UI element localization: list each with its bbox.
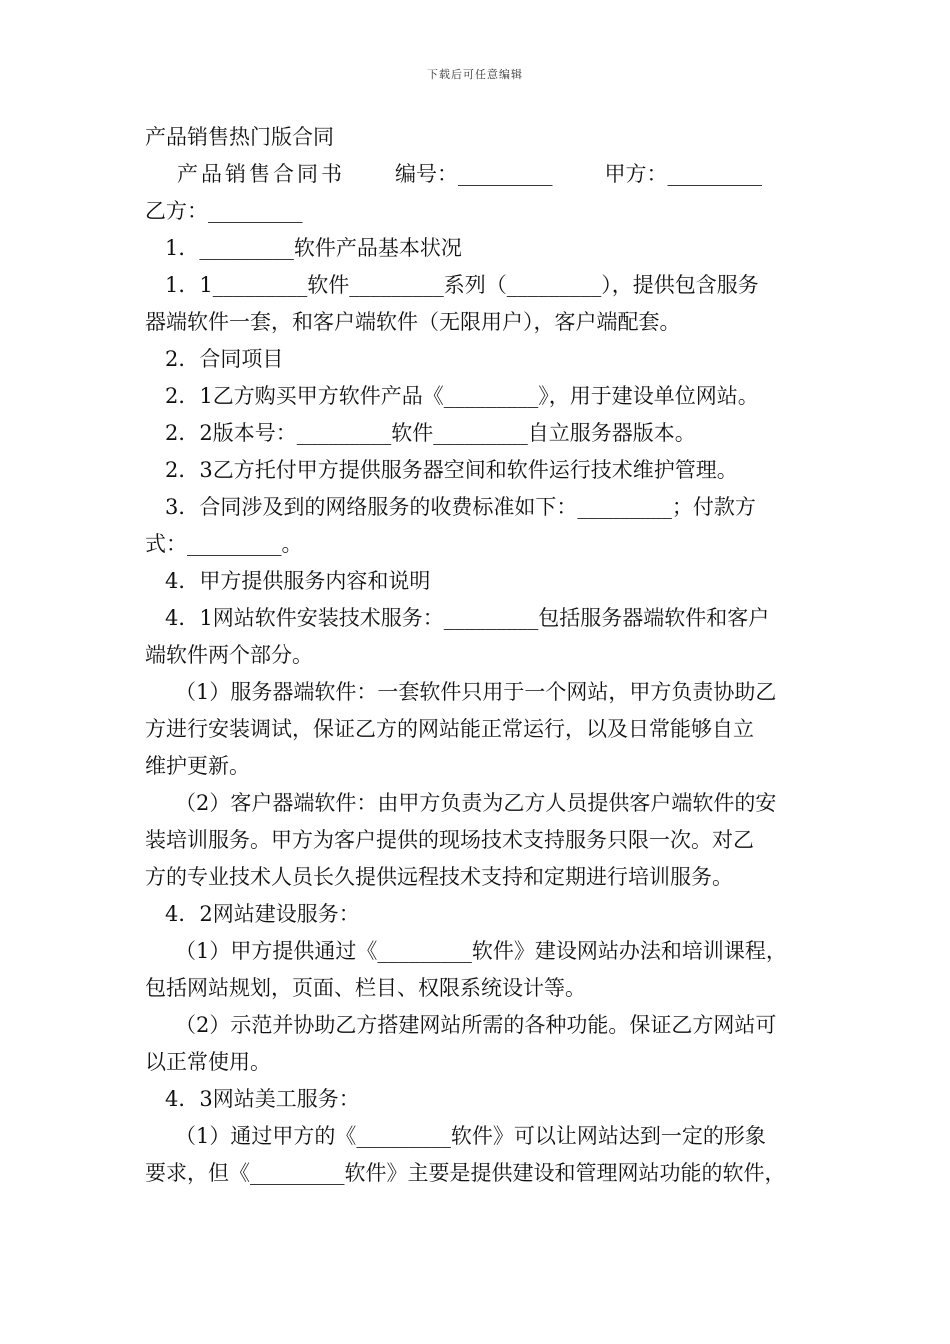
paragraph-line: 2．2版本号：_________软件_________自立服务器版本。 <box>165 421 696 445</box>
section-heading: 4．3网站美工服务： <box>165 1087 360 1111</box>
paragraph-line: （2）示范并协助乙方搭建网站所需的各种功能。保证乙方网站可 <box>175 1013 777 1037</box>
section-heading: 4．甲方提供服务内容和说明 <box>165 569 431 593</box>
paragraph-line: 器端软件一套，和客户端软件（无限用户），客户端配套。 <box>145 310 681 334</box>
page-header-note: 下载后可任意编辑 <box>427 68 523 81</box>
paragraph-line: 2．1乙方购买甲方软件产品《_________》，用于建设单位网站。 <box>165 384 759 408</box>
paragraph-line: （1）通过甲方的《_________软件》可以让网站达到一定的形象 <box>175 1124 766 1148</box>
paragraph-line: （1）甲方提供通过《_________软件》建设网站办法和培训课程， <box>175 939 787 963</box>
paragraph-line: （2）客户器端软件：由甲方负责为乙方人员提供客户端软件的安 <box>175 791 777 815</box>
contract-number-field: 编号：_________ <box>395 162 553 186</box>
paragraph-line: 端软件两个部分。 <box>145 643 313 667</box>
paragraph-line: 2．3乙方托付甲方提供服务器空间和软件运行技术维护管理。 <box>165 458 738 482</box>
section-heading: 1．_________软件产品基本状况 <box>165 236 462 260</box>
section-heading: 2．合同项目 <box>165 347 284 371</box>
paragraph-line: 4．1网站软件安装技术服务：_________包括服务器端软件和客户 <box>165 606 770 630</box>
document-title: 产品销售热门版合同 <box>145 125 334 149</box>
paragraph-line: （1）服务器端软件：一套软件只用于一个网站，甲方负责协助乙 <box>175 680 777 704</box>
paragraph-line: 装培训服务。甲方为客户提供的现场技术支持服务只限一次。对乙 <box>145 828 754 852</box>
contract-subtitle: 产品销售合同书 <box>177 162 345 186</box>
contract-body <box>145 119 813 1192</box>
paragraph-line: 维护更新。 <box>145 754 250 778</box>
paragraph-line: 方进行安装调试，保证乙方的网站能正常运行，以及日常能够自立 <box>145 717 754 741</box>
party-b-field: 乙方：_________ <box>145 199 303 223</box>
paragraph-line: 式：_________。 <box>145 532 303 556</box>
party-a-field: 甲方：_________ <box>604 162 762 186</box>
paragraph-line: 包括网站规划，页面、栏目、权限系统设计等。 <box>145 976 586 1000</box>
paragraph-line: 3．合同涉及到的网络服务的收费标准如下：_________；付款方 <box>165 495 756 519</box>
parties-line <box>145 156 813 193</box>
paragraph-line: 要求，但《_________软件》主要是提供建设和管理网站功能的软件， <box>145 1161 786 1185</box>
paragraph-line: 方的专业技术人员长久提供远程技术支持和定期进行培训服务。 <box>145 865 733 889</box>
paragraph-line: 1．1_________软件_________系列（_________），提供包含服务 <box>165 273 759 297</box>
paragraph-line: 以正常使用。 <box>145 1050 271 1074</box>
section-heading: 4．2网站建设服务： <box>165 902 360 926</box>
